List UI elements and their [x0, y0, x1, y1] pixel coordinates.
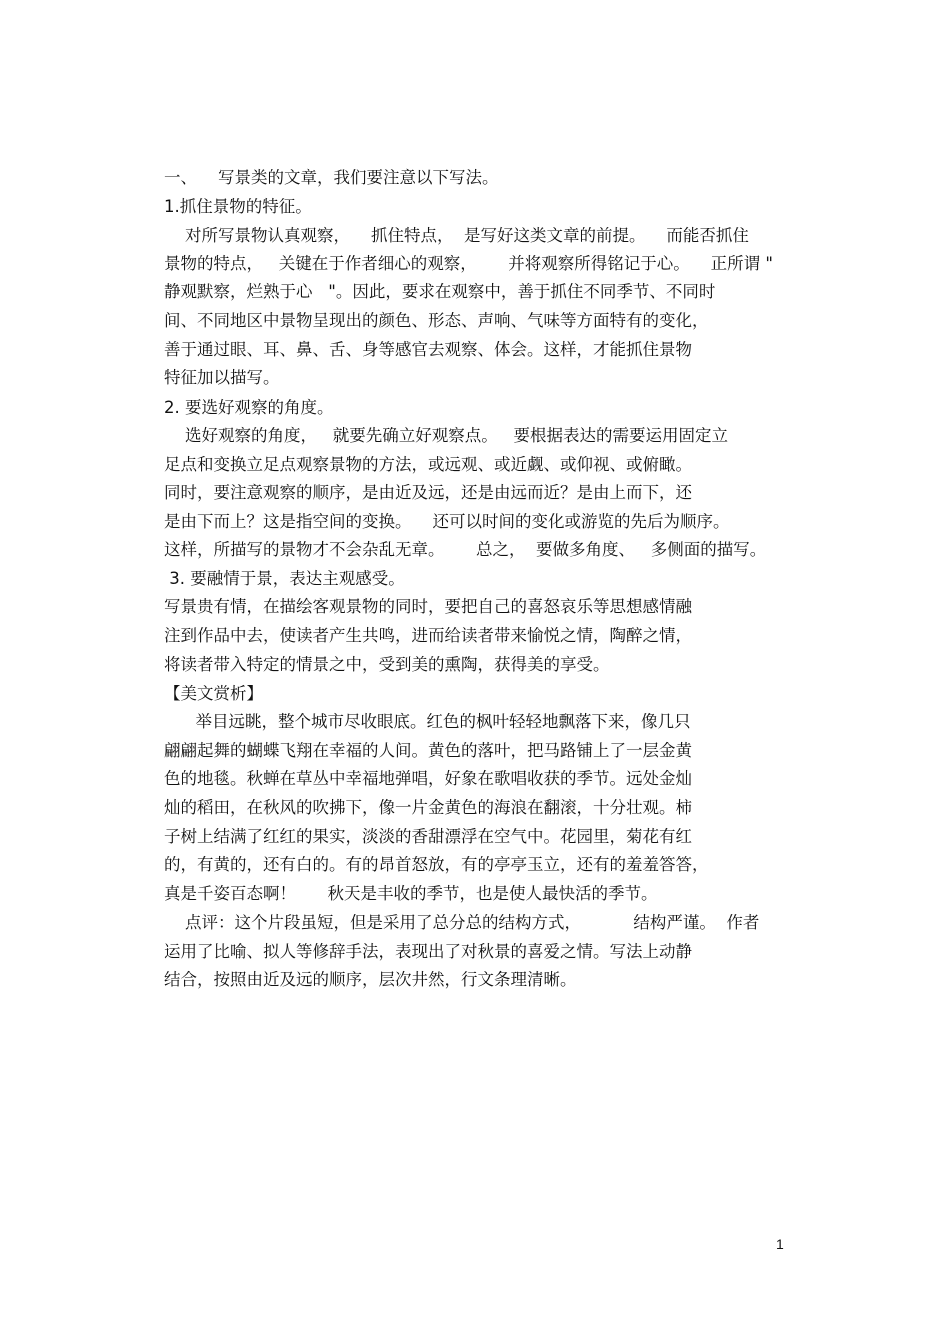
paragraph-line: 选好观察的角度， 就要先确立好观察点。 要根据表达的需要运用固定立: [164, 426, 728, 445]
paragraph-line: 对所写景物认真观察， 抓住特点， 是写好这类文章的前提。 而能否抓住: [164, 226, 749, 245]
paragraph-line: 将读者带入特定的情景之中，受到美的熏陶，获得美的享受。: [164, 655, 610, 674]
paragraph-line: 写景贵有情，在描绘客观景物的同时，要把自己的喜怒哀乐等思想感情融: [164, 597, 692, 616]
comment-line: 运用了比喻、拟人等修辞手法，表现出了对秋景的喜爱之情。写法上动静: [164, 942, 692, 961]
paragraph-line: 同时，要注意观察的顺序，是由近及远，还是由远而近？是由上而下，还: [164, 483, 692, 502]
subheading-1: 1.抓住景物的特征。: [164, 197, 312, 216]
paragraph-line: 善于通过眼、耳、鼻、舌、身等感官去观察、体会。这样，才能抓住景物: [164, 340, 692, 359]
subheading-3: 3. 要融情于景，表达主观感受。: [164, 569, 405, 588]
paragraph-line: 这样，所描写的景物才不会杂乱无章。 总之， 要做多角度、 多侧面的描写。: [164, 540, 767, 559]
paragraph-line: 是由下而上？这是指空间的变换。 还可以时间的变化或游览的先后为顺序。: [164, 512, 730, 531]
section-label-essay-appreciation: 【美文赏析】: [164, 684, 263, 703]
heading-section-one: 一、 写景类的文章，我们要注意以下写法。: [164, 168, 499, 187]
subheading-2: 2. 要选好观察的角度。: [164, 398, 334, 417]
paragraph-line: 足点和变换立足点观察景物的方法，或远观、或近觑、或仰视、或俯瞰。: [164, 455, 692, 474]
paragraph-line: 特征加以描写。: [164, 368, 280, 387]
essay-line: 色的地毯。秋蝉在草丛中幸福地弹唱，好象在歌唱收获的季节。远处金灿: [164, 769, 692, 788]
essay-line: 真是千姿百态啊！ 秋天是丰收的季节，也是使人最快活的季节。: [164, 884, 658, 903]
paragraph-line: 间、不同地区中景物呈现出的颜色、形态、声响、气味等方面特有的变化，: [164, 311, 709, 330]
essay-line: 灿的稻田，在秋风的吹拂下，像一片金黄色的海浪在翻滚，十分壮观。柿: [164, 798, 692, 817]
essay-line: 的，有黄的，还有白的。有的昂首怒放，有的亭亭玉立，还有的羞羞答答，: [164, 855, 709, 874]
essay-line: 翩翩起舞的蝴蝶飞翔在幸福的人间。黄色的落叶，把马路铺上了一层金黄: [164, 741, 692, 760]
essay-line: 举目远眺，整个城市尽收眼底。红色的枫叶轻轻地飘落下来，像几只: [164, 712, 691, 731]
page-number: 1: [776, 1236, 784, 1252]
paragraph-line: 静观默察，烂熟于心 "。因此，要求在观察中，善于抓住不同季节、不同时: [164, 282, 716, 301]
comment-line: 结合，按照由近及远的顺序，层次井然，行文条理清晰。: [164, 970, 577, 989]
paragraph-line: 注到作品中去，使读者产生共鸣，进而给读者带来愉悦之情，陶醉之情，: [164, 626, 692, 645]
essay-line: 子树上结满了红红的果实，淡淡的香甜漂浮在空气中。花园里，菊花有红: [164, 827, 692, 846]
paragraph-line: 景物的特点， 关键在于作者细心的观察， 并将观察所得铭记于心。 正所谓 ": [164, 254, 774, 273]
comment-line: 点评：这个片段虽短，但是采用了总分总的结构方式， 结构严谨。 作者: [164, 913, 760, 932]
